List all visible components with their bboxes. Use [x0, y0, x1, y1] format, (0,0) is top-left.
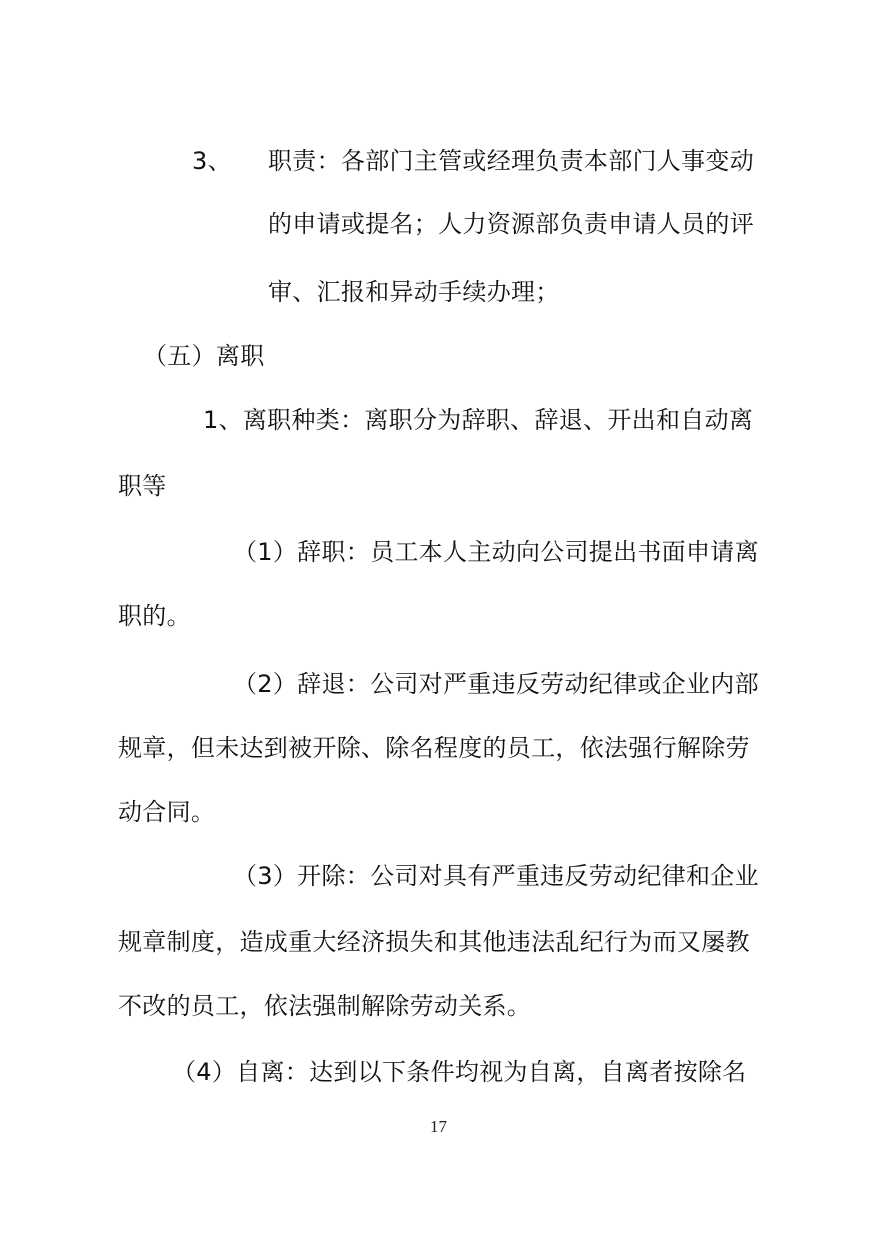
expulsion-line-1: （3）开除：公司对具有严重违反劳动纪律和企业 [233, 862, 759, 890]
item-3-line-2: 的申请或提名；人力资源部负责申请人员的评 [268, 210, 754, 238]
self-leave-line-1: （4）自离：达到以下条件均视为自离，自离者按除名 [172, 1058, 747, 1086]
dismissal-line-1: （2）辞退：公司对严重违反劳动纪律或企业内部 [233, 670, 759, 698]
resignation-line-1: （1）辞职：员工本人主动向公司提出书面申请离 [233, 538, 759, 566]
dismissal-line-3: 动合同。 [118, 798, 216, 826]
section-5-heading: （五）离职 [143, 342, 265, 370]
item-3-number: 3、 [192, 147, 232, 175]
item-3-line-1: 职责：各部门主管或经理负责本部门人事变动 [268, 147, 754, 175]
page-number: 17 [430, 1117, 447, 1136]
expulsion-line-2: 规章制度，造成重大经济损失和其他违法乱纪行为而又屡教 [118, 928, 750, 956]
resignation-line-2: 职的。 [118, 602, 191, 630]
expulsion-line-3: 不改的员工，依法强制解除劳动关系。 [118, 992, 532, 1020]
item-3-line-3: 审、汇报和异动手续办理； [268, 278, 560, 306]
leave-types-line-2: 职等 [118, 472, 167, 500]
dismissal-line-2: 规章，但未达到被开除、除名程度的员工，依法强行解除劳 [118, 734, 750, 762]
leave-types-line-1: 1、离职种类：离职分为辞职、辞退、开出和自动离 [203, 406, 754, 434]
